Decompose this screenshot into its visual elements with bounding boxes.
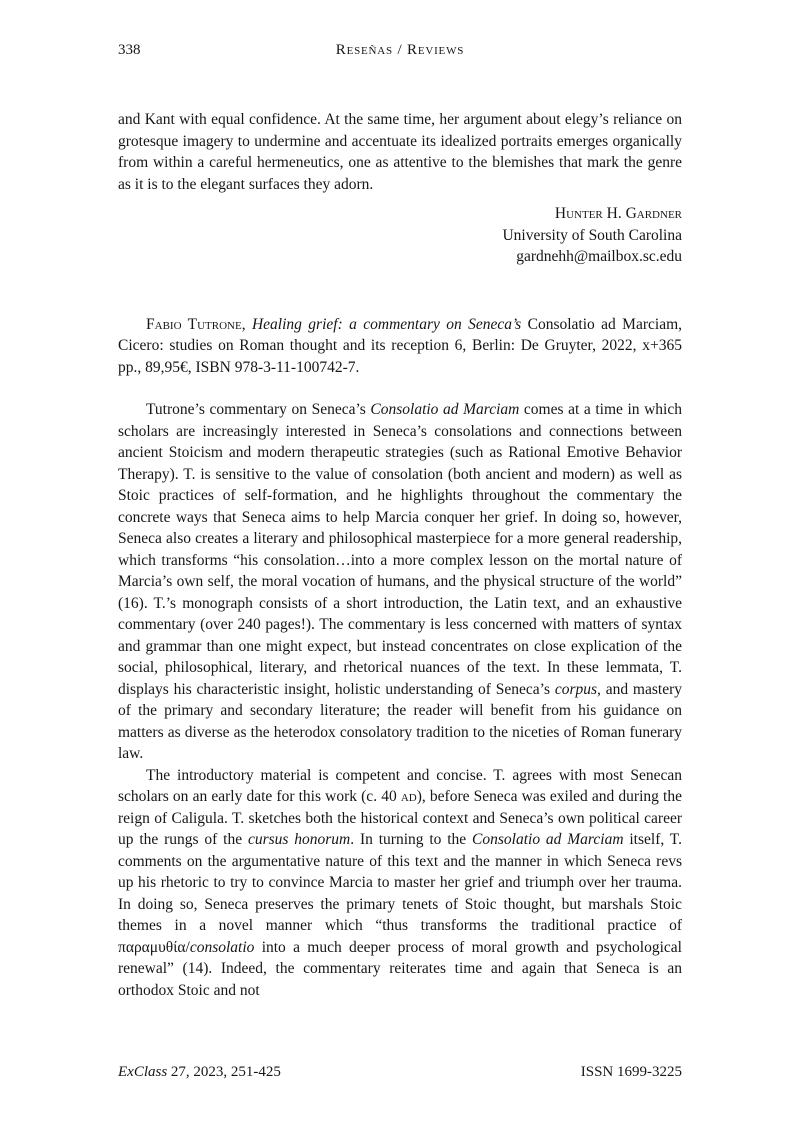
- running-head: Reseñas / Reviews: [335, 42, 465, 58]
- page-content: [118, 109, 682, 1001]
- page-header: [118, 42, 682, 63]
- review-citation: Fabio Tutrone, Healing grief: a commentary on Seneca’s Consolatio ad Marciam, Cicero: studies on Roman thought and its reception 6, Berlin: De Gruyter, 2022, x+365 pp., 89,95€, ISBN 978-3-11-100742-7.: [118, 315, 683, 376]
- issn: ISSN 1699-3225: [580, 1064, 682, 1080]
- previous-review-closing-paragraph: and Kant with equal confidence. At the same time, her argument about elegy’s reliance on grotesque imagery to undermine and accentuate its idealized portraits emerges organically from within a careful hermeneutics, one as attentive to the blemishes that mark the genre as it is to the elegant surfaces they adorn.: [118, 111, 682, 193]
- reviewer-email: gardnehh@mailbox.sc.edu: [516, 248, 682, 265]
- journal-citation: ExClass 27, 2023, 251-425: [118, 1064, 281, 1080]
- review-paragraph-2: The introductory material is competent and concise. T. agrees with most Senecan scholars on an early date for this work (c. 40 ad), before Seneca was exiled and during the reign of Caligula. T. sketches both the historical context and Seneca’s own political career up the rungs of the cursus honorum. In turning to the Consolatio ad Marciam itself, T. comments on the argumentative nature of this text and the manner in which Seneca revs up his rhetoric to try to convince Marcia to master her grief and triumph over her trauma. In doing so, Seneca preserves the primary tenets of Stoic thought, but marshals Stoic themes in a novel manner which “thus transforms the traditional practice of παραμυθία/consolatio into a much deeper process of moral growth and psychological renewal” (14). Indeed, the commentary reiterates time and again that Seneca is an orthodox Stoic and not: [118, 766, 682, 999]
- signature-block: [118, 203, 682, 268]
- review-paragraph-1: Tutrone’s commentary on Seneca’s Consolatio ad Marciam comes at a time in which scholars are increasingly interested in Seneca’s consolations and connections between ancient Stoicism and modern therapeutic strategies (such as Rational Emotive Behavior Therapy). T. is sensitive to the value of consolation (both ancient and modern) as well as Stoic practices of self-formation, and he highlights throughout the commentary the concrete ways that Seneca aims to help Marcia conquer her grief. In doing so, however, Seneca also creates a literary and philosophical masterpiece for a more general readership, which transforms “his consolation…into a more complex lesson on the mortal nature of Marcia’s own self, the moral vocation of humans, and the physical structure of the world” (16). T.’s monograph consists of a short introduction, the Latin text, and an exhaustive commentary (over 240 pages!). The commentary is less concerned with matters of syntax and grammar than one might expect, but instead concentrates on close explication of the social, philosophical, literary, and rhetorical nuances of the text. In these lemmata, T. displays his characteristic insight, holistic understanding of Seneca’s corpus, and mastery of the primary and secondary literature; the reader will benefit from his guidance on matters as diverse as the heterodox consolatory tradition to the niceties of Roman funerary law.: [118, 401, 682, 762]
- page-number: 338: [118, 42, 141, 58]
- reviewer-name: Hunter H. Gardner: [554, 205, 682, 222]
- page-footer: [118, 1064, 682, 1081]
- reviewer-affiliation: University of South Carolina: [502, 226, 682, 244]
